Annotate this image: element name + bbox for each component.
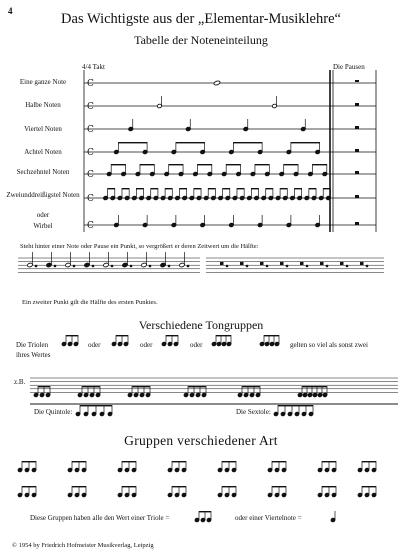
beam (199, 511, 211, 512)
beam (140, 164, 154, 165)
rest-symbol (240, 262, 244, 265)
beam (122, 188, 129, 189)
triplets-oder-2: oder (140, 341, 153, 349)
time-signature-label: 4/4 Takt (82, 63, 105, 71)
beam (323, 188, 330, 189)
common-time-sign: C (87, 221, 94, 231)
beam (255, 164, 269, 165)
beam (362, 486, 376, 487)
beam (38, 386, 50, 387)
dot-rule-text: Steht hinter einer Note oder Pause ein Punkt, so vergrößert er deren Zeitwert um die Hälfte: (20, 243, 259, 250)
dotted-notes-staff (18, 252, 384, 272)
dot (246, 265, 248, 267)
beam (179, 188, 186, 189)
beam (169, 164, 183, 165)
rest-symbol (300, 262, 304, 265)
beam (272, 486, 286, 487)
beam (223, 188, 230, 189)
row-label-whole: Eine ganze Note (19, 78, 67, 86)
beam (291, 142, 320, 143)
section-heading-gruppen: Gruppen verschiedener Art (124, 433, 278, 448)
beam (116, 335, 128, 336)
triplets-oder-1: oder (88, 341, 101, 349)
sextole-label: Die Sextole: (236, 408, 271, 416)
beam (194, 188, 201, 189)
row-label-wirbel: Wirbel (33, 222, 53, 230)
rest-symbol (355, 149, 359, 152)
beam (122, 486, 136, 487)
beam (176, 142, 205, 143)
page-title: Das Wichtigste aus der „Elementar-Musiklehre“ (61, 11, 341, 27)
dot (286, 265, 288, 267)
row-label-quarter: Viertel Noten (24, 125, 62, 133)
beam (284, 164, 298, 165)
page-number: 4 (8, 6, 13, 16)
beam (72, 461, 86, 462)
common-time-sign: C (87, 170, 94, 180)
row-label-thirtysecond: Zweiunddreißigstel Noten (6, 191, 80, 199)
rest-symbol (355, 171, 359, 174)
beam (216, 335, 231, 336)
double-dot-rule-text: Ein zweiter Punkt gilt die Hälfte des ersten Punktes. (22, 299, 158, 306)
groups-footer-text-a: Diese Gruppen haben alle den Wert einer Triole = (30, 514, 170, 522)
copyright: © 1954 by Friedrich Hofmeister Musikverlag, Leipzig (12, 542, 154, 549)
beam (237, 188, 244, 189)
dot (187, 265, 189, 267)
dot (130, 265, 132, 267)
dot (306, 265, 308, 267)
rest-symbol (340, 262, 344, 265)
beam (280, 188, 287, 189)
beam (172, 461, 186, 462)
beam (166, 335, 178, 336)
row-label-eighth: Achtel Noten (24, 148, 62, 156)
beam (136, 188, 143, 189)
dot (366, 265, 368, 267)
beam (266, 188, 273, 189)
beam (264, 335, 279, 336)
beam (151, 188, 158, 189)
rest-symbol (355, 80, 359, 82)
dot (54, 265, 56, 267)
dot (266, 265, 268, 267)
beam (80, 405, 112, 406)
rest-symbol (355, 103, 359, 106)
beam (22, 486, 36, 487)
common-time-sign: C (87, 102, 94, 112)
quintole-label: Die Quintole: (34, 408, 73, 416)
triplets-prefix: Die Triolen (16, 341, 49, 349)
beam (233, 142, 262, 143)
beam (312, 164, 326, 165)
beam (362, 461, 376, 462)
rest-symbol (320, 262, 324, 265)
beam (322, 486, 336, 487)
triplets-suffix: gelten so viel als sonst zwei (290, 341, 368, 349)
section-heading-tongruppen: Verschiedene Tongruppen (138, 318, 264, 332)
beam (165, 188, 172, 189)
page-subtitle: Tabelle der Noteneinteilung (134, 33, 268, 47)
beam (111, 164, 125, 165)
beam (208, 188, 215, 189)
rest-symbol (355, 222, 359, 225)
beam (197, 164, 211, 165)
common-time-sign: C (87, 125, 94, 135)
rest-symbol (360, 262, 364, 265)
beam (242, 386, 260, 387)
beam (226, 164, 240, 165)
rest-symbol (280, 262, 284, 265)
dot (35, 265, 37, 267)
row-label-half: Halbe Noten (25, 101, 61, 109)
beam (322, 461, 336, 462)
beam (251, 188, 258, 189)
common-time-sign: C (87, 194, 94, 204)
beam (66, 335, 78, 336)
note-groups (30, 335, 398, 416)
beam (172, 486, 186, 487)
beam (122, 461, 136, 462)
triplets-line2: ihres Wertes (16, 351, 51, 359)
rest-symbol (260, 262, 264, 265)
dot (168, 265, 170, 267)
beam (272, 461, 286, 462)
notehead (213, 80, 220, 86)
rest-symbol (355, 126, 359, 129)
beam (278, 405, 313, 406)
rest-symbol (220, 262, 224, 265)
zb-label: z.B. (14, 378, 26, 386)
groups-footer-text-b: oder einer Viertelnote = (235, 514, 302, 522)
beam (82, 386, 100, 387)
dot (92, 265, 94, 267)
dot (111, 265, 113, 267)
beam (72, 486, 86, 487)
dot (226, 265, 228, 267)
beam (302, 386, 327, 387)
beam (222, 486, 236, 487)
rests-header: Die Pausen (333, 63, 365, 71)
beam (118, 142, 147, 143)
beam (309, 188, 316, 189)
dot (149, 265, 151, 267)
beam (188, 386, 206, 387)
note-table-notes (87, 79, 359, 231)
beam (108, 188, 115, 189)
common-time-sign: C (87, 79, 94, 89)
rest-symbol (355, 195, 359, 198)
row-label-sixteenth: Sechzehntel Noten (16, 168, 70, 176)
dot (73, 265, 75, 267)
common-time-sign: C (87, 148, 94, 158)
dot (326, 265, 328, 267)
beam (132, 386, 150, 387)
beam (22, 461, 36, 462)
mixed-groups (18, 461, 377, 522)
row-label-oder: oder (36, 211, 50, 219)
dot (346, 265, 348, 267)
triplets-oder-3: oder (190, 341, 203, 349)
beam (294, 188, 301, 189)
beam (222, 461, 236, 462)
